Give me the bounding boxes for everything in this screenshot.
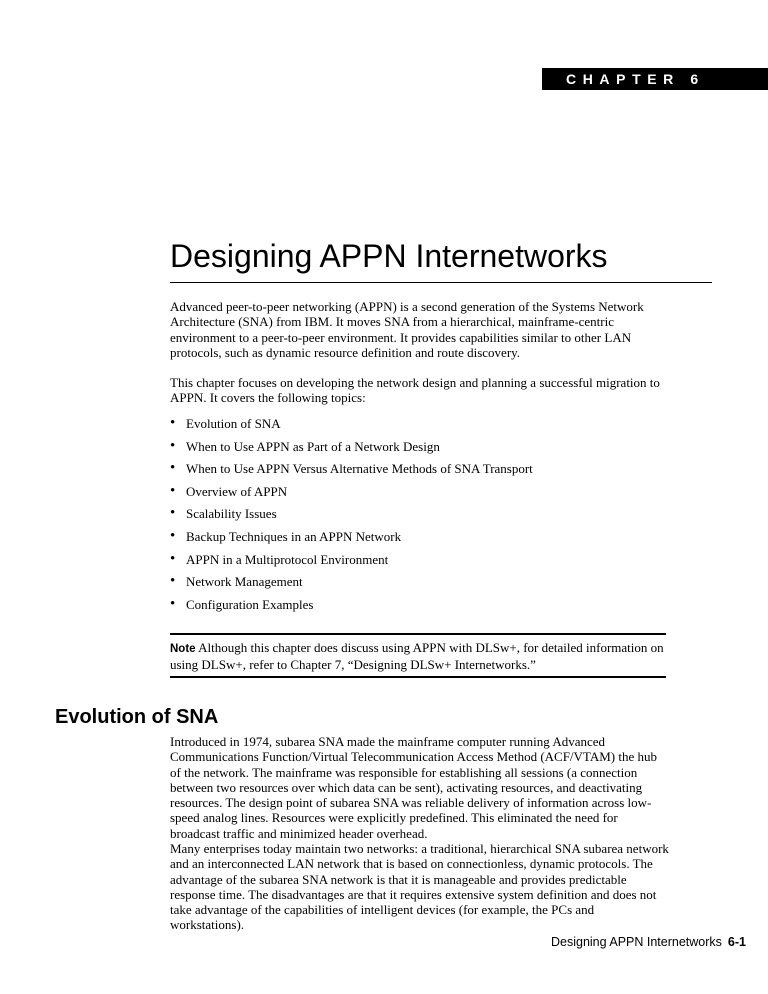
list-item-text: Scalability Issues (186, 506, 277, 522)
list-item (170, 481, 533, 504)
section-heading: Evolution of SNA (55, 706, 219, 728)
note-label: Note (170, 643, 196, 655)
bullet-icon: • (170, 482, 176, 499)
list-item-text: Configuration Examples (186, 596, 314, 612)
title-divider (170, 282, 712, 283)
bullet-icon: • (170, 595, 176, 612)
page-footer (551, 935, 746, 949)
list-item (170, 571, 533, 594)
footer-running-title: Designing APPN Internetworks (551, 935, 722, 949)
list-item-text: When to Use APPN as Part of a Network Design (186, 438, 440, 454)
chapter-label: CHAPTER 6 (542, 68, 768, 90)
bullet-icon: • (170, 573, 176, 590)
list-item (170, 594, 533, 617)
list-item (170, 503, 533, 526)
page-title: Designing APPN Internetworks (170, 238, 608, 274)
footer-page-number: 6-1 (727, 935, 746, 949)
list-item (170, 458, 533, 481)
list-item (170, 526, 533, 549)
topics-intro-paragraph: This chapter focuses on developing the network design and planning a successful migration to APPN. It covers the following topics: (170, 375, 660, 406)
bullet-icon: • (170, 550, 176, 567)
section-paragraph: Introduced in 1974, subarea SNA made the mainframe computer running Advanced Communications Function/Virtual Telecommunication Access Method (ACF/VTAM) the hub of the network. The mainframe was responsible for establishing all sessions (a connection between two resources over which data can be sent), activating resources, and deactivating resources. The design point of subarea SNA was reliable delivery of information across low-speed analog lines. Resources were explicitly predefined. This eliminated the need for broadcast traffic and minimized header overhead. (170, 734, 657, 841)
note-text: Although this chapter does discuss using APPN with DLSw+, for detailed information on using DLSw+, refer to Chapter 7, “Designing DLSw+ Internetworks.” (170, 640, 664, 673)
note-top-rule (170, 633, 666, 635)
list-item-text: APPN in a Multiprotocol Environment (186, 551, 389, 567)
note-bottom-rule (170, 676, 666, 678)
list-item-text: Evolution of SNA (186, 416, 281, 431)
list-item (170, 413, 533, 436)
list-item-text: Network Management (186, 574, 303, 590)
section-paragraph: Many enterprises today maintain two networks: a traditional, hierarchical SNA subarea network and an interconnected LAN network that is based on connectionless, dynamic protocols. The advantage of the subarea SNA network is that it is manageable and provides predictable response time. The disadvantages are that it requires extensive system definition and does not take advantage of the capabilities of intelligent devices (for example, the PCs and workstations). (170, 841, 669, 933)
bullet-icon: • (170, 460, 176, 477)
bullet-icon: • (170, 527, 176, 544)
list-item-text: When to Use APPN Versus Alternative Methods of SNA Transport (186, 461, 533, 477)
intro-paragraph: Advanced peer-to-peer networking (APPN) is a second generation of the Systems Network Architecture (SNA) from IBM. It moves SNA from a hierarchical, mainframe-centric environment to a peer-to-peer environment. It provides capabilities similar to other LAN protocols, such as dynamic resource definition and route discovery. (170, 299, 644, 360)
list-item-text: Overview of APPN (186, 483, 288, 499)
list-item (170, 436, 533, 459)
list-item (170, 549, 533, 572)
bullet-icon: • (170, 415, 176, 431)
topic-list (170, 413, 533, 616)
list-item-text: Backup Techniques in an APPN Network (186, 528, 402, 544)
bullet-icon: • (170, 437, 176, 454)
note-box (170, 640, 670, 673)
bullet-icon: • (170, 505, 176, 522)
